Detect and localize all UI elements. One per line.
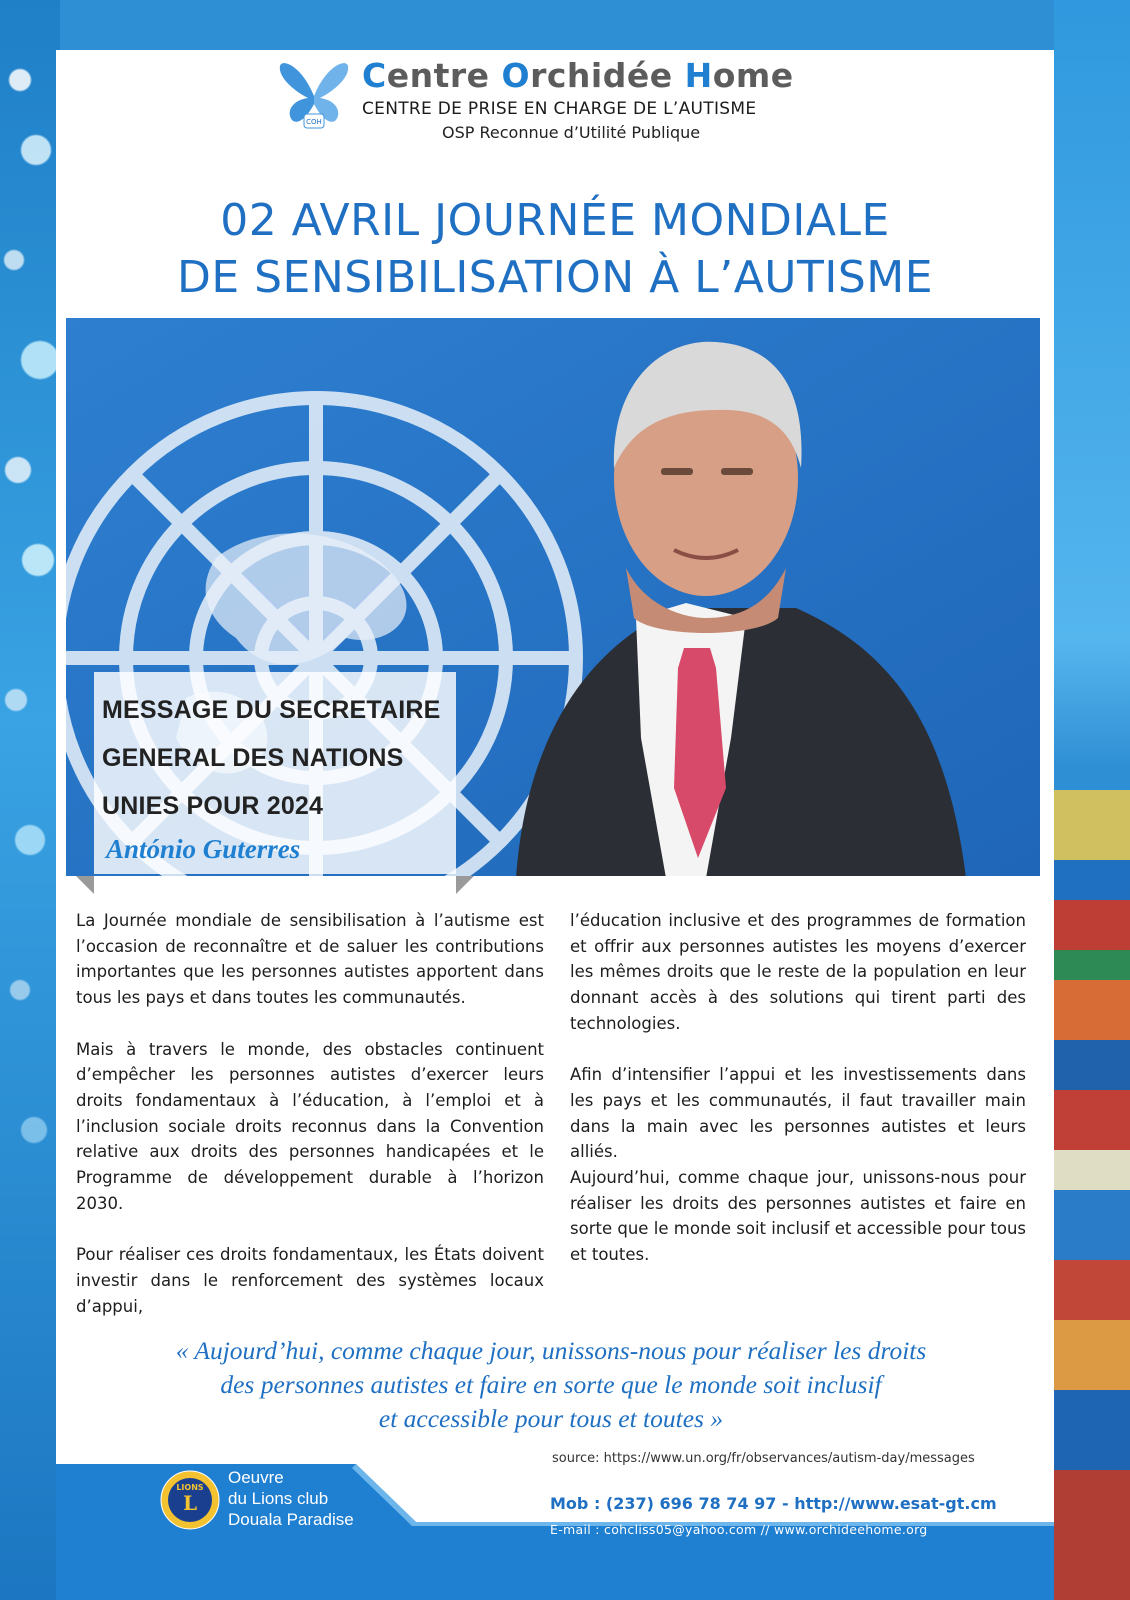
quote-line-3: et accessible pour tous et toutes » [378,1404,724,1433]
message-author: António Guterres [106,834,301,864]
lions-logo-text: LIONS [176,1483,204,1492]
paragraph: Aujourd’hui, comme chaque jour, unissons-nous pour réaliser les droits des personnes autistes et faire en sorte que le monde soit inclusif et accessible pour tous et toutes. [570,1168,1026,1265]
lions-line-3: Douala Paradise [228,1510,354,1529]
quote-line-2: des personnes autistes et faire en sorte que le monde soit inclusif [220,1370,882,1399]
message-title-line-1: MESSAGE DU SECRETAIRE [102,696,441,724]
background-left-decor [0,0,60,1600]
headline-line-2: DE SENSIBILISATION À L’AUTISME [176,252,934,303]
body-column-right [570,908,1026,1268]
brand-subtitle: CENTRE DE PRISE EN CHARGE DE L’AUTISME [362,99,757,119]
paragraph: La Journée mondiale de sensibilisation à l’autisme est l’occasion de reconnaître et de saluer les contributions importantes que les personnes autistes apportent dans tous les pays et dans toutes les communautés. [76,911,544,1008]
headline-line-1: 02 AVRIL JOURNÉE MONDIALE [220,195,890,246]
paragraph: Mais à travers le monde, des obstacles continuent d’empêcher les personnes autistes d’exercer leurs droits fondamentaux à l’éducation, à l’emploi et à l’inclusion sociale droits reconnus dans la Convention relative aux droits des personnes handicapées et le Programme de développement durable à l’horizon 2030. [76,1039,544,1213]
pull-quote [76,1334,1026,1436]
lions-club-logo-icon [160,1470,220,1530]
contact-phone-website[interactable]: Mob : (237) 696 78 74 97 - http://www.esat-gt.cm [550,1494,997,1513]
source-citation: source: https://www.un.org/fr/observances/autism-day/messages [552,1451,975,1466]
lions-club-text [228,1467,354,1530]
paragraph: Pour réaliser ces droits fondamentaux, les États doivent investir dans le renforcement des systèmes locaux d’appui, [76,1245,544,1316]
paragraph: Afin d’intensifier l’appui et les investissements dans les pays et les communautés, il faut travailler main dans la main avec les personnes autistes et leurs alliés. [570,1065,1026,1162]
svg-text:L: L [182,1491,198,1515]
body-column-left [76,908,544,1319]
page-headline [56,192,1054,306]
caption-fold-left [76,876,94,894]
paragraph: l’éducation inclusive et des programmes de formation et offrir aux personnes autistes les moyens d’exercer les mêmes droits que le reste de la population en leur donnant accès à des solutions qui tirent parti des technologies. [570,911,1026,1033]
contact-email-website[interactable]: E-mail : cohcliss05@yahoo.com // www.orchideehome.org [550,1522,928,1537]
message-title-line-3: UNIES POUR 2024 [102,792,324,820]
butterfly-logo-icon [278,56,350,134]
caption-fold-right [456,876,474,894]
message-title-line-2: GENERAL DES NATIONS [102,744,404,772]
lions-line-2: du Lions club [228,1489,329,1508]
message-caption-box [94,672,456,874]
logo-initials: COH [306,118,322,126]
background-painting-strip [1054,790,1130,1600]
quote-line-1: « Aujourd’hui, comme chaque jour, unissons-nous pour réaliser les droits [175,1336,927,1365]
brand-name: Centre Orchidée Home [362,56,794,95]
brand-block [362,56,832,144]
brand-osp-line: OSP Reconnue d’Utilité Publique [442,123,701,142]
lions-line-1: Oeuvre [228,1468,284,1487]
